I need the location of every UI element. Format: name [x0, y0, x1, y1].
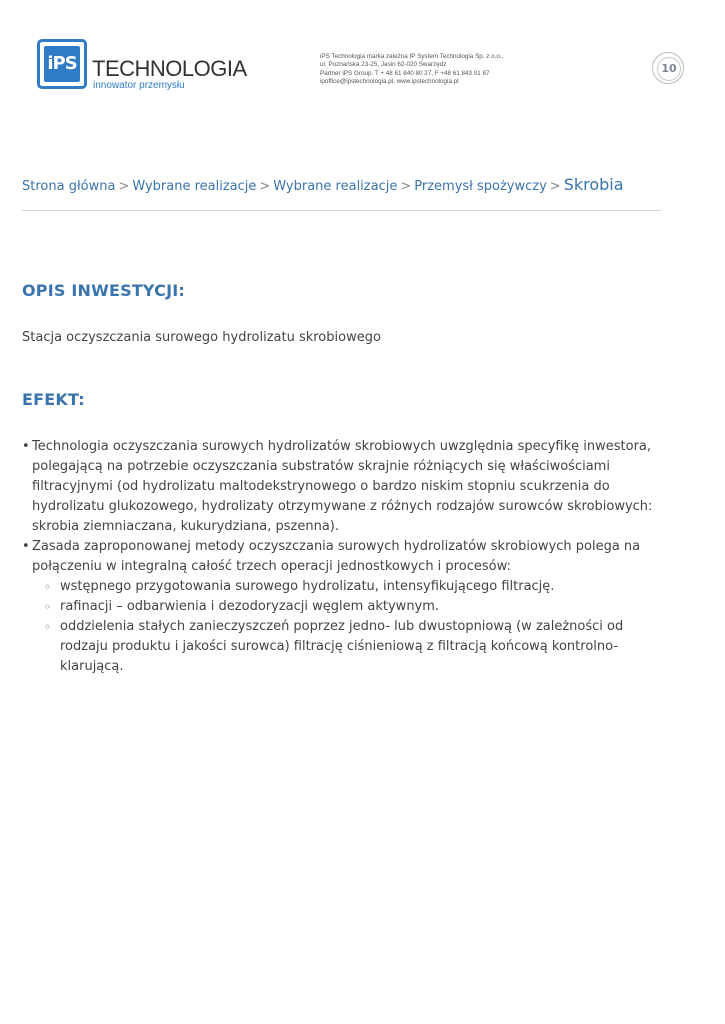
company-logo[interactable] — [37, 39, 247, 93]
page-header — [0, 0, 725, 110]
breadcrumb-link-realizations-2[interactable]: Wybrane realizacje — [273, 179, 398, 194]
company-info — [320, 53, 550, 87]
breadcrumb-separator: > — [259, 179, 271, 194]
list-item — [22, 437, 662, 537]
list-item-text: Technologia oczyszczania surowych hydrolizatów skrobiowych uwzględnia specyfikę inwestora, polegającą na potrzebie oczyszczania substratów skrajnie różniących się właściwościami filtracyjnymi (od hydrolizatu maltodekstrynowego o bardzo niskim stopniu scukrzenia do hydrolizatu glukozowego, hydrolizaty otrzymywane z różnych rodzajów surowców skrobiowych: skrobia ziemniaczana, kukurydziana, pszenna). — [32, 439, 653, 534]
sub-list-item-text: rafinacji – odbarwienia i dezodoryzacji węglem aktywnym. — [60, 599, 440, 614]
company-info-line: Partner iPS Group. T + 48 61 840 80 27, F +48 61 843 01 87 — [320, 69, 490, 77]
sub-list-item-text: wstępnego przygotowania surowego hydrolizatu, intensyfikującego filtrację. — [60, 579, 555, 594]
anniversary-badge-icon — [652, 52, 684, 84]
list-item — [22, 537, 662, 677]
effect-title: EFEKT: — [22, 390, 85, 409]
sub-list-item — [32, 597, 662, 617]
breadcrumb-separator: > — [549, 179, 561, 194]
list-item-text: Zasada zaproponowanej metody oczyszczania surowych hydrolizatów skrobiowych polega na połączeniu w integralną całość trzech operacji jednostkowych i procesów: — [32, 539, 641, 574]
divider — [22, 210, 661, 211]
effect-list — [22, 437, 662, 677]
badge-label: 10 — [657, 57, 681, 81]
company-info-line: iPS Technologia marka zależna IP System Technologia Sp. z o.o., — [320, 53, 504, 60]
logo-name: TECHNOLOGIA — [92, 56, 247, 81]
company-info-line: ipoffice@ipstechnologia.pl, www.ipstechnologia.pl — [320, 78, 459, 86]
sub-list-item — [32, 617, 662, 677]
breadcrumb-separator: > — [118, 179, 130, 194]
logo-tagline: innowator przemysłu — [93, 80, 185, 91]
breadcrumb-current: Skrobia — [563, 175, 624, 194]
breadcrumb — [22, 174, 662, 198]
logo-mark-text: iPS — [44, 46, 80, 82]
breadcrumb-separator: > — [400, 179, 412, 194]
company-info-line: ul. Poznańska 23-25, Jasin 62-020 Swarzędz — [320, 61, 447, 69]
investment-description-text: Stacja oczyszczania surowego hydrolizatu skrobiowego — [22, 330, 381, 345]
investment-description-title: OPIS INWESTYCJI: — [22, 281, 185, 300]
logo-mark — [37, 39, 87, 89]
sub-list-item — [32, 577, 662, 597]
breadcrumb-link-food-industry[interactable]: Przemysł spożywczy — [414, 179, 547, 194]
sub-list-item-text: oddzielenia stałych zanieczyszczeń poprzez jedno- lub dwustopniową (w zależności od rodzaju produktu i jakości surowca) filtrację ciśnieniową z filtracją końcową kontrolno-klarującą. — [60, 619, 624, 674]
breadcrumb-link-realizations[interactable]: Wybrane realizacje — [132, 179, 257, 194]
breadcrumb-link-home[interactable]: Strona główna — [22, 179, 116, 194]
